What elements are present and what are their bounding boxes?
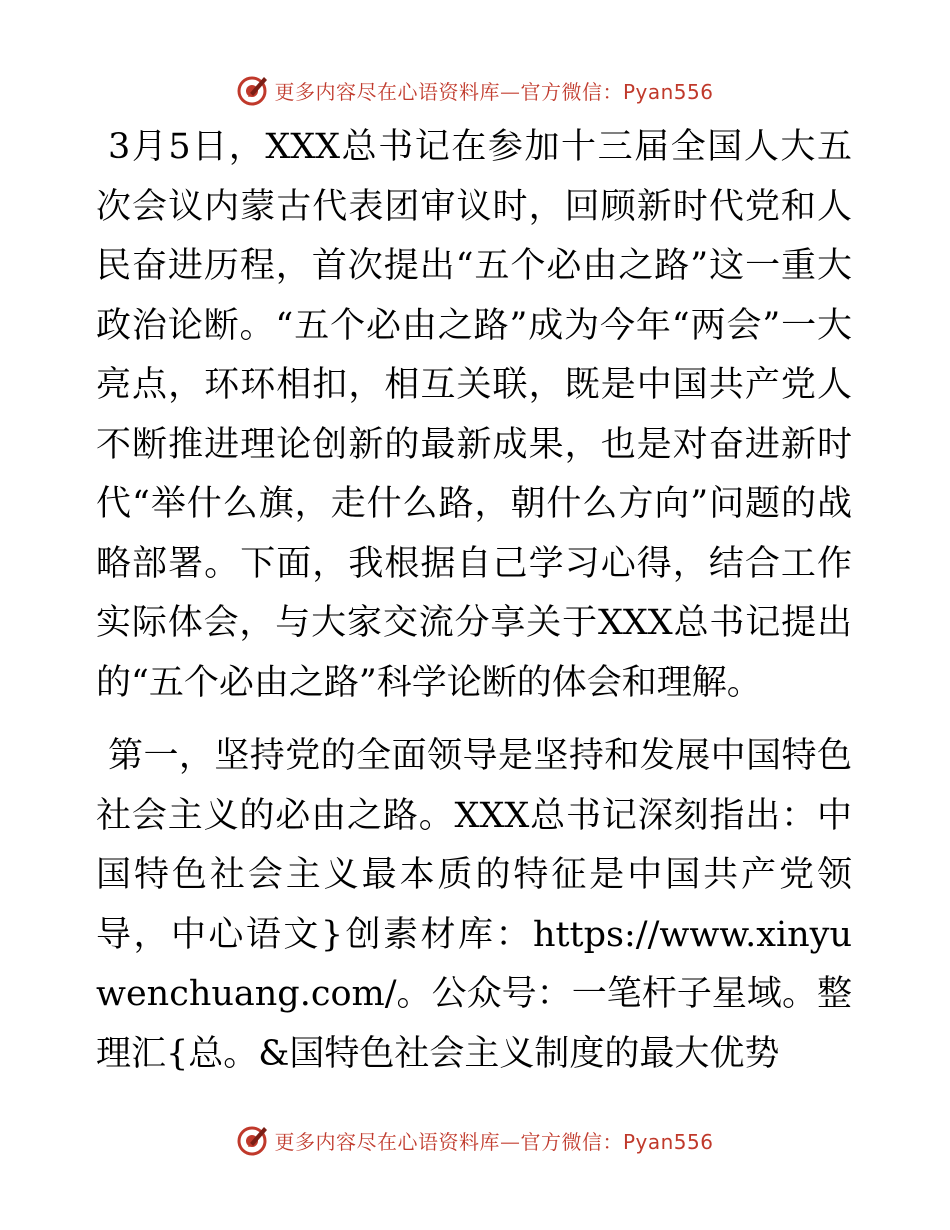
pen-logo-icon xyxy=(236,73,270,107)
watermark-top xyxy=(0,70,950,110)
paragraph-first-point: 第一，坚持党的全面领导是坚持和发展中国特色社会主义的必由之路。XXX总书记深刻指出：中国特色社会主义最本质的特征是中国共产党领导，中心语文}创素材库：https://www.xinyuwenchuang.com/。公众号：一笔杆子星域。整理汇{总。&国特色社会主义制度的最大优势 xyxy=(96,736,852,1074)
watermark-text: 更多内容尽在心语资料库—官方微信：Pyan556 xyxy=(274,79,714,104)
document-body xyxy=(96,118,852,1084)
pen-logo-icon xyxy=(236,1123,270,1157)
watermark-text: 更多内容尽在心语资料库—官方微信：Pyan556 xyxy=(274,1129,714,1154)
watermark-bottom xyxy=(0,1120,950,1160)
paragraph-intro: 3月5日，XXX总书记在参加十三届全国人大五次会议内蒙古代表团审议时，回顾新时代党和人民奋进历程，首次提出“五个必由之路”这一重大政治论断。“五个必由之路”成为今年“两会”一大亮点，环环相扣，相互关联，既是中国共产党人不断推进理论创新的最新成果，也是对奋进新时代“举什么旗，走什么路，朝什么方向”问题的战略部署。下面，我根据自己学习心得，结合工作实际体会，与大家交流分享关于XXX总书记提出的“五个必由之路”科学论断的体会和理解。 xyxy=(96,127,852,703)
